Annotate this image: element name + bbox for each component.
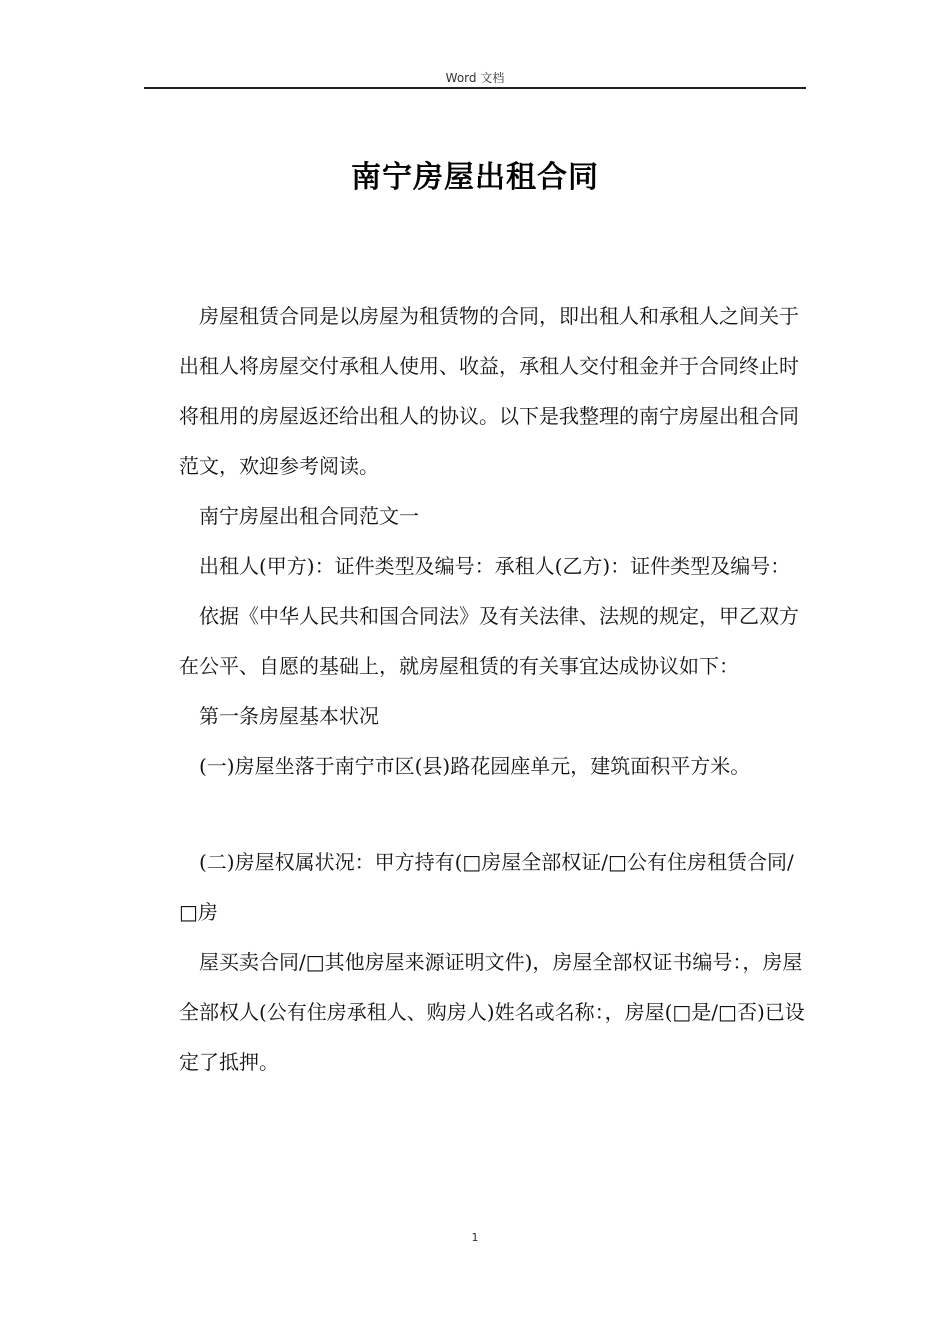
page-number: 1: [471, 1231, 479, 1244]
intro-paragraph: 房屋租赁合同是以房屋为租赁物的合同，即出租人和承租人之间关于出租人将房屋交付承租人使用、收益，承租人交付租金并于合同终止时将租用的房屋返还给出租人的协议。以下是我整理的南宁房屋出租合同范文，欢迎参考阅读。: [179, 304, 799, 478]
ownership-paragraph: (二)房屋权属状况：甲方持有(□房屋全部权证/□公有住房租赁合同/□房: [179, 850, 794, 924]
document-body: [179, 291, 807, 1087]
header-divider: [144, 87, 806, 89]
property-location-paragraph: (一)房屋坐落于南宁市区(县)路花园座单元，建筑面积平方米。: [199, 754, 751, 778]
document-title: 南宁房屋出租合同: [351, 160, 599, 195]
blank-line: [179, 791, 807, 837]
parties-paragraph: 出租人(甲方)：证件类型及编号：承租人(乙方)：证件类型及编号：: [199, 554, 791, 578]
section-heading-sample-one: 南宁房屋出租合同范文一: [199, 504, 419, 528]
article-one-heading: 第一条房屋基本状况: [199, 704, 379, 728]
ownership-continued-paragraph: 屋买卖合同/□其他房屋来源证明文件)，房屋全部权证书编号：，房屋全部权人(公有住房承租人、购房人)姓名或名称：，房屋(□是/□否)已设定了抵押。: [179, 950, 805, 1074]
legal-basis-paragraph: 依据《中华人民共和国合同法》及有关法律、法规的规定，甲乙双方在公平、自愿的基础上，就房屋租赁的有关事宜达成协议如下：: [179, 604, 799, 678]
page-header: Word 文档: [445, 71, 505, 85]
